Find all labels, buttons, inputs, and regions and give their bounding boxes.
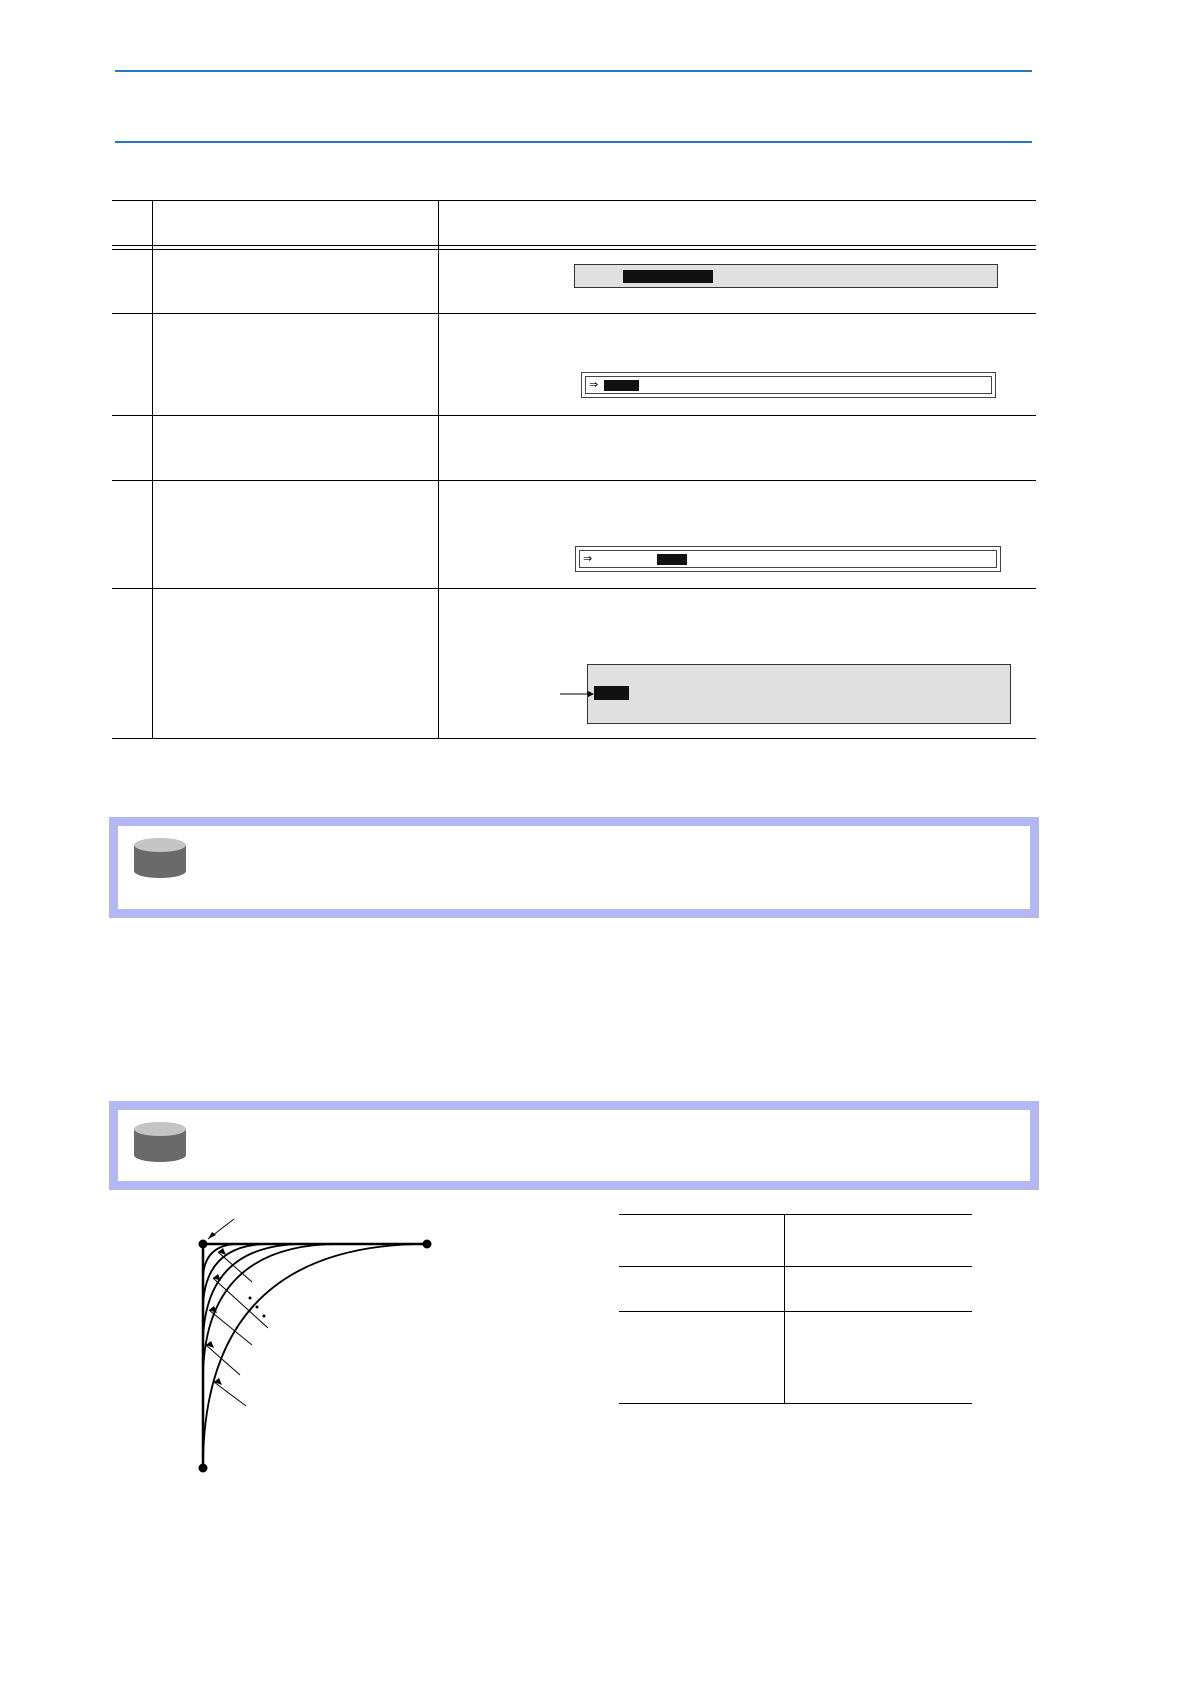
supplement-cylinder-icon <box>134 1121 186 1163</box>
table-bottom-border <box>112 738 1036 739</box>
table-row <box>112 416 1036 480</box>
highlighted-input-field <box>604 380 639 391</box>
highlighted-cursor-field <box>594 686 629 700</box>
screen-prompt-line <box>581 372 996 398</box>
prompt-arrow-icon: ⇒ <box>583 552 593 565</box>
table-border <box>619 1214 972 1215</box>
screen-input-line <box>574 264 998 288</box>
leader-arrowhead <box>218 1248 226 1255</box>
corner-curves-diagram <box>190 1210 450 1480</box>
table-row <box>112 481 1036 588</box>
table-row <box>112 589 1036 738</box>
supplement-box <box>109 817 1039 918</box>
table-border <box>619 1311 972 1312</box>
leader-line <box>214 1382 246 1406</box>
corner-curve <box>203 1244 339 1380</box>
ellipsis-dot <box>256 1306 259 1309</box>
leader-arrowhead <box>213 1274 221 1281</box>
table-row <box>112 250 1036 313</box>
leader-arrowhead <box>208 1232 216 1239</box>
screen-prompt-line <box>575 546 1001 572</box>
table-border <box>619 1266 972 1267</box>
supplement-box <box>109 1101 1039 1190</box>
table-col-divider <box>784 1214 785 1404</box>
ellipsis-dot <box>249 1297 252 1300</box>
pointer-arrow-icon <box>560 689 594 699</box>
procedure-table <box>112 200 1036 740</box>
corner-curve <box>203 1244 239 1280</box>
header-bottom-rule <box>115 141 1032 143</box>
screen-display-area <box>587 664 1011 724</box>
supplement-cylinder-icon <box>134 837 186 879</box>
leader-arrowhead <box>206 1341 214 1348</box>
corner-point <box>199 1240 208 1249</box>
table-top-border <box>112 200 1036 201</box>
end-point <box>423 1240 432 1249</box>
corner-curve <box>203 1244 304 1345</box>
leader-arrowhead <box>214 1378 222 1385</box>
highlighted-cursor-field <box>623 270 713 283</box>
end-point <box>199 1464 208 1473</box>
header-top-rule <box>115 70 1032 72</box>
prompt-arrow-icon: ⇒ <box>589 378 599 391</box>
leader-line <box>206 1345 240 1375</box>
highlighted-input-field <box>657 554 687 565</box>
table-border <box>619 1403 972 1404</box>
parameter-table <box>619 1214 974 1404</box>
ellipsis-dot <box>263 1315 266 1318</box>
table-header-border <box>112 245 1036 246</box>
table-row <box>112 314 1036 415</box>
